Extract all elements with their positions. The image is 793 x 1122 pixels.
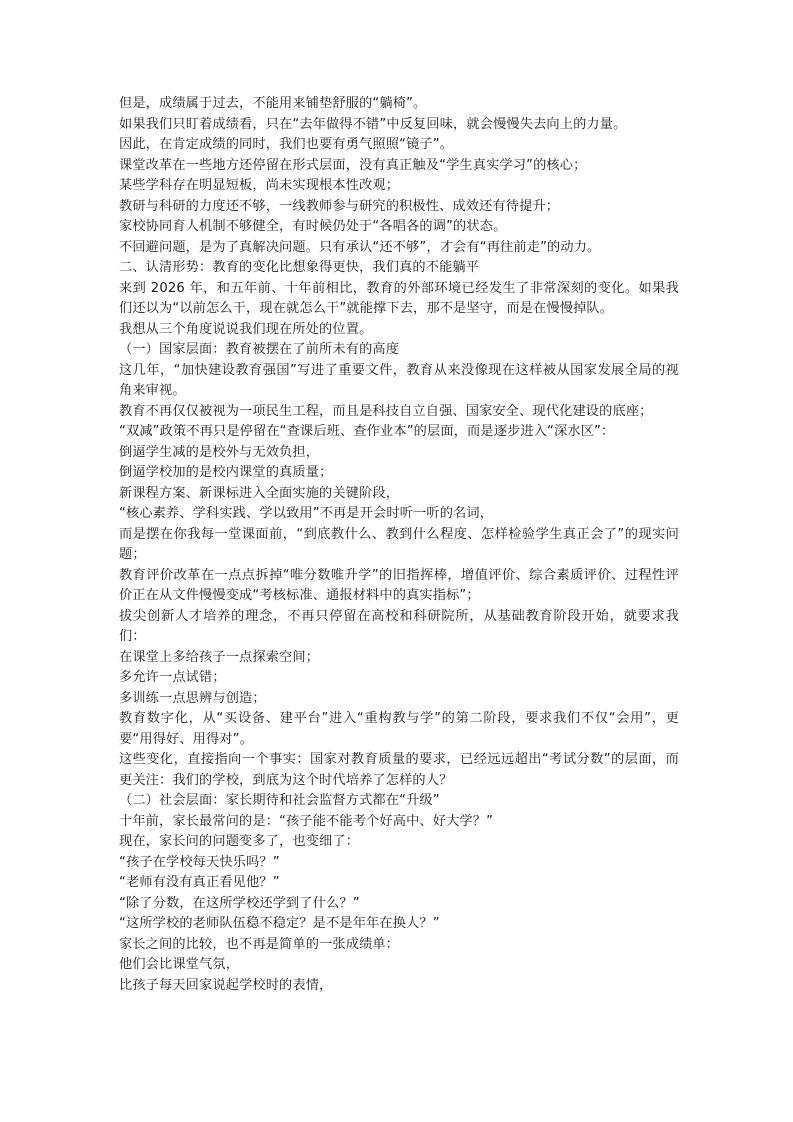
paragraph: “核心素养、学科实践、学以致用”不再是开会时听一听的名词， xyxy=(119,506,494,521)
paragraph: 拔尖创新人才培养的理念，不再只停留在高校和科研院所，从基础教育阶段开始，就要求我们： xyxy=(119,608,679,644)
paragraph: 如果我们只盯着成绩看，只在“去年做得不错”中反复回味，就会慢慢失去向上的力量。 xyxy=(119,116,627,132)
document-body xyxy=(119,94,679,996)
paragraph: 因此，在肯定成绩的同时，我们也要有勇气照照“镜子”。 xyxy=(119,137,454,152)
paragraph: 但是，成绩属于过去，不能用来铺垫舒服的“躺椅”。 xyxy=(119,96,427,111)
paragraph: 课堂改革在一些地方还停留在形式层面，没有真正触及“学生真实学习”的核心； xyxy=(119,157,587,173)
paragraph: “老师有没有真正看见他？” xyxy=(119,875,280,890)
paragraph: 多允许一点试错； xyxy=(119,670,226,685)
paragraph: “这所学校的老师队伍稳不稳定？是不是年年在换人？” xyxy=(119,916,440,931)
paragraph: 新课程方案、新课标进入全面实施的关键阶段， xyxy=(119,485,400,501)
subsection-heading: （二）社会层面：家长期待和社会监督方式都在“升级” xyxy=(119,793,440,808)
paragraph: 十年前，家长最常问的是：“孩子能不能考个好高中、好大学？” xyxy=(119,813,494,829)
paragraph: 而是摆在你我每一堂课面前，“到底教什么、教到什么程度、怎样检验学生真正会了”的现实问题； xyxy=(119,526,679,562)
paragraph: 教育评价改革在一点点拆掉“唯分数唯升学”的旧指挥棒，增值评价、综合素质评价、过程性评价正在从文件慢慢变成“考核标准、通报材料中的真实指标”； xyxy=(119,567,679,603)
paragraph: 倒逼学校加的是校内课堂的真质量； xyxy=(119,465,333,480)
paragraph: 不回避问题，是为了真解决问题。只有承认“还不够”，才会有“再往前走”的动力。 xyxy=(119,239,601,255)
paragraph: 他们会比课堂气氛， xyxy=(119,957,240,972)
paragraph: 教育数字化，从“买设备、建平台”进入“重构教与学”的第二阶段，要求我们不仅“会用”，更要“用得好、用得对”。 xyxy=(119,711,679,747)
paragraph: 比孩子每天回家说起学校时的表情， xyxy=(119,977,333,993)
paragraph: 来到 2026 年，和五年前、十年前相比，教育的外部环境已经发生了非常深刻的变化。如果我们还以为“以前怎么干，现在就怎么干”就能撑下去，那不是坚守，而是在慢慢掉队。 xyxy=(119,280,679,316)
paragraph: 我想从三个角度说说我们现在所处的位置。 xyxy=(119,321,373,337)
paragraph: 教育不再仅仅被视为一项民生工程，而且是科技自立自强、国家安全、现代化建设的底座； xyxy=(119,403,653,419)
paragraph: “孩子在学校每天快乐吗？” xyxy=(119,854,280,870)
section-heading: 二、认清形势：教育的变化比想象得更快，我们真的不能躺平 xyxy=(119,260,480,275)
paragraph: “双减”政策不再只是停留在“查课后班、查作业本”的层面，而是逐步进入“深水区”： xyxy=(119,424,615,439)
paragraph: 教研与科研的力度还不够，一线教师参与研究的积极性、成效还有待提升； xyxy=(119,198,560,214)
paragraph: 多训练一点思辨与创造； xyxy=(119,690,266,706)
paragraph: 现在，家长问的问题变多了，也变细了： xyxy=(119,834,360,849)
paragraph: 倒逼学生减的是校外与无效负担， xyxy=(119,444,320,460)
subsection-heading: （一）国家层面：教育被摆在了前所未有的高度 xyxy=(119,342,400,357)
paragraph: 某些学科存在明显短板，尚未实现根本性改观； xyxy=(119,178,400,193)
paragraph: 这些变化，直接指向一个事实：国家对教育质量的要求，已经远远超出“考试分数”的层面，而更关注：我们的学校，到底为这个时代培养了怎样的人？ xyxy=(119,752,679,788)
paragraph: 这几年，“加快建设教育强国”写进了重要文件，教育从来没像现在这样被从国家发展全局的视角来审视。 xyxy=(119,362,679,398)
paragraph: 家长之间的比较，也不再是简单的一张成绩单： xyxy=(119,936,400,952)
paragraph: 家校协同育人机制不够健全，有时候仍处于“各唱各的调”的状态。 xyxy=(119,219,507,234)
paragraph: 在课堂上多给孩子一点探索空间； xyxy=(119,649,320,665)
paragraph: “除了分数，在这所学校还学到了什么？” xyxy=(119,895,360,911)
